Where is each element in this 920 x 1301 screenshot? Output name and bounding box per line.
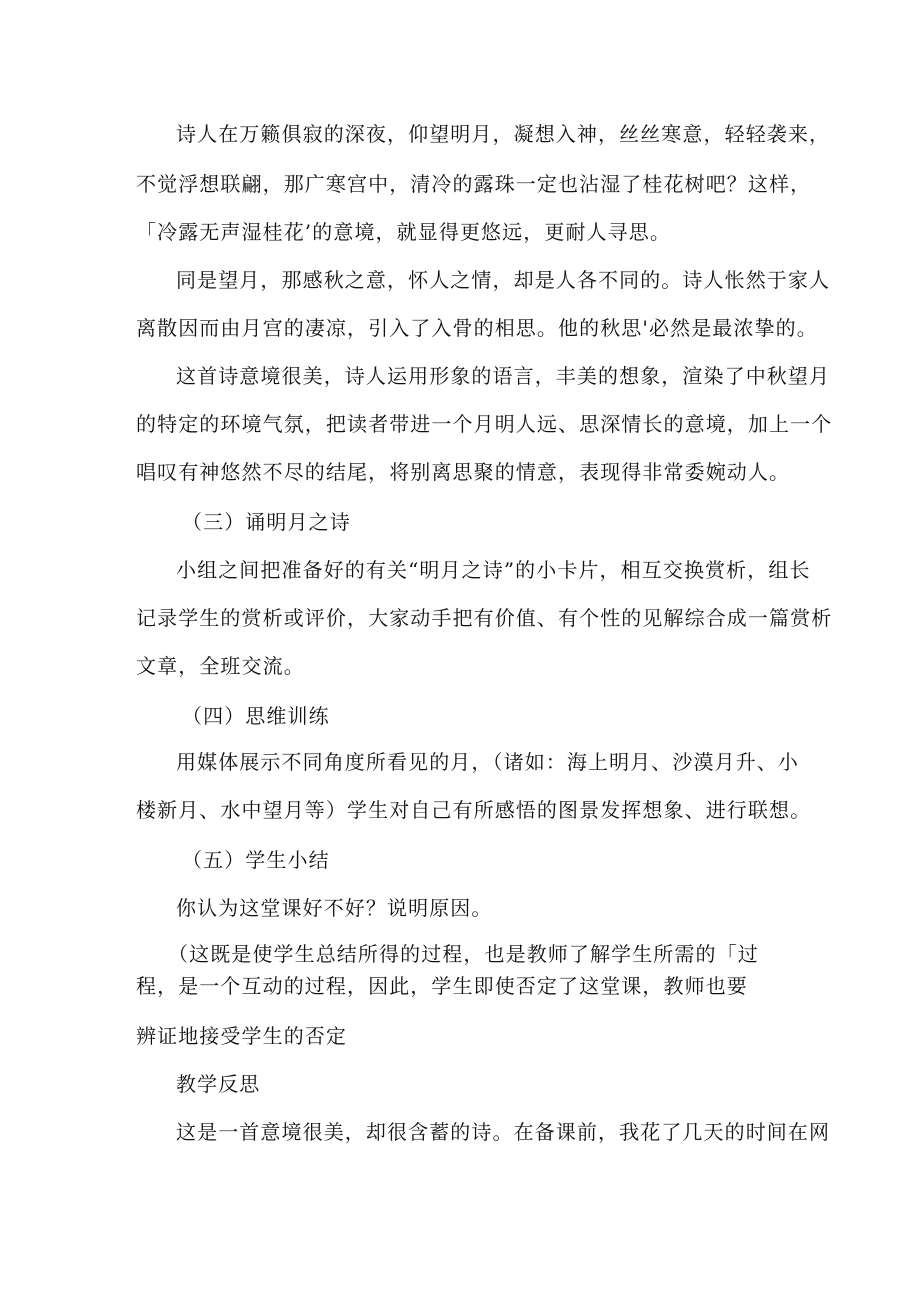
paragraph-3-line-3: 唱叹有神悠然不尽的结尾，将别离思聚的情意，表现得非常委婉动人。 — [136, 460, 791, 484]
paragraph-7-line-1: 用媒体展示不同角度所看见的月，（诸如：海上明月、沙漠月升、小 — [176, 750, 799, 774]
paragraph-3-line-2: 的特定的环境气氛，把读者带进一个月明人远、思深情长的意境，加上一个 — [136, 412, 833, 436]
paragraph-9-line-1: 你认为这堂课好不好？说明原因。 — [176, 896, 493, 920]
section-heading-4: （四）思维训练 — [182, 704, 330, 728]
paragraph-10-line-1: （这既是使学生总结所得的过程，也是教师了解学生所需的「过 — [168, 942, 759, 966]
paragraph-1-line-1: 诗人在万籁俱寂的深夜，仰望明月，凝想入神，丝丝寒意，轻轻袭来， — [176, 122, 831, 146]
paragraph-3-line-1: 这首诗意境很美，诗人运用形象的语言，丰美的想象，渲染了中秋望月 — [176, 364, 831, 388]
paragraph-5-line-2: 记录学生的赏析或评价，大家动手把有价值、有个性的见解综合成一篇赏析 — [136, 606, 833, 630]
section-heading-5: （五）学生小结 — [182, 848, 330, 872]
paragraph-12-line-1: 这是一首意境很美，却很含蓄的诗。在备课前，我花了几天的时间在网 — [176, 1120, 831, 1144]
paragraph-5-line-1: 小组之间把准备好的有关“明月之诗”的小卡片，相互交换赏析，组长 — [176, 558, 811, 582]
paragraph-10-line-2: 程，是一个互动的过程，因此，学生即使否定了这堂课，教师也要 — [136, 974, 748, 998]
paragraph-7-line-2: 楼新月、水中望月等）学生对自己有所感悟的图景发挥想象、进行联想。 — [136, 798, 812, 822]
paragraph-5-line-3: 文章，全班交流。 — [136, 654, 305, 678]
paragraph-2-line-2: 离散因而由月宫的凄凉，引入了入骨的相思。他的秋思'必然是最浓挚的。 — [136, 316, 818, 340]
reflection-heading: 教学反思 — [176, 1072, 261, 1096]
paragraph-1-line-2: 不觉浮想联翩，那广寒宫中，清冷的露珠一定也沾湿了桂花树吧？这样， — [136, 172, 812, 196]
paragraph-2-line-1: 同是望月，那感秋之意，怀人之情，却是人各不同的。诗人怅然于家人 — [176, 268, 831, 292]
paragraph-10-line-3: 辨证地接受学生的否定 — [136, 1024, 347, 1048]
section-heading-3: （三）诵明月之诗 — [182, 510, 351, 534]
paragraph-1-line-3: 「冷露无声湿桂花’的意境，就显得更悠远，更耐人寻思。 — [136, 220, 671, 244]
